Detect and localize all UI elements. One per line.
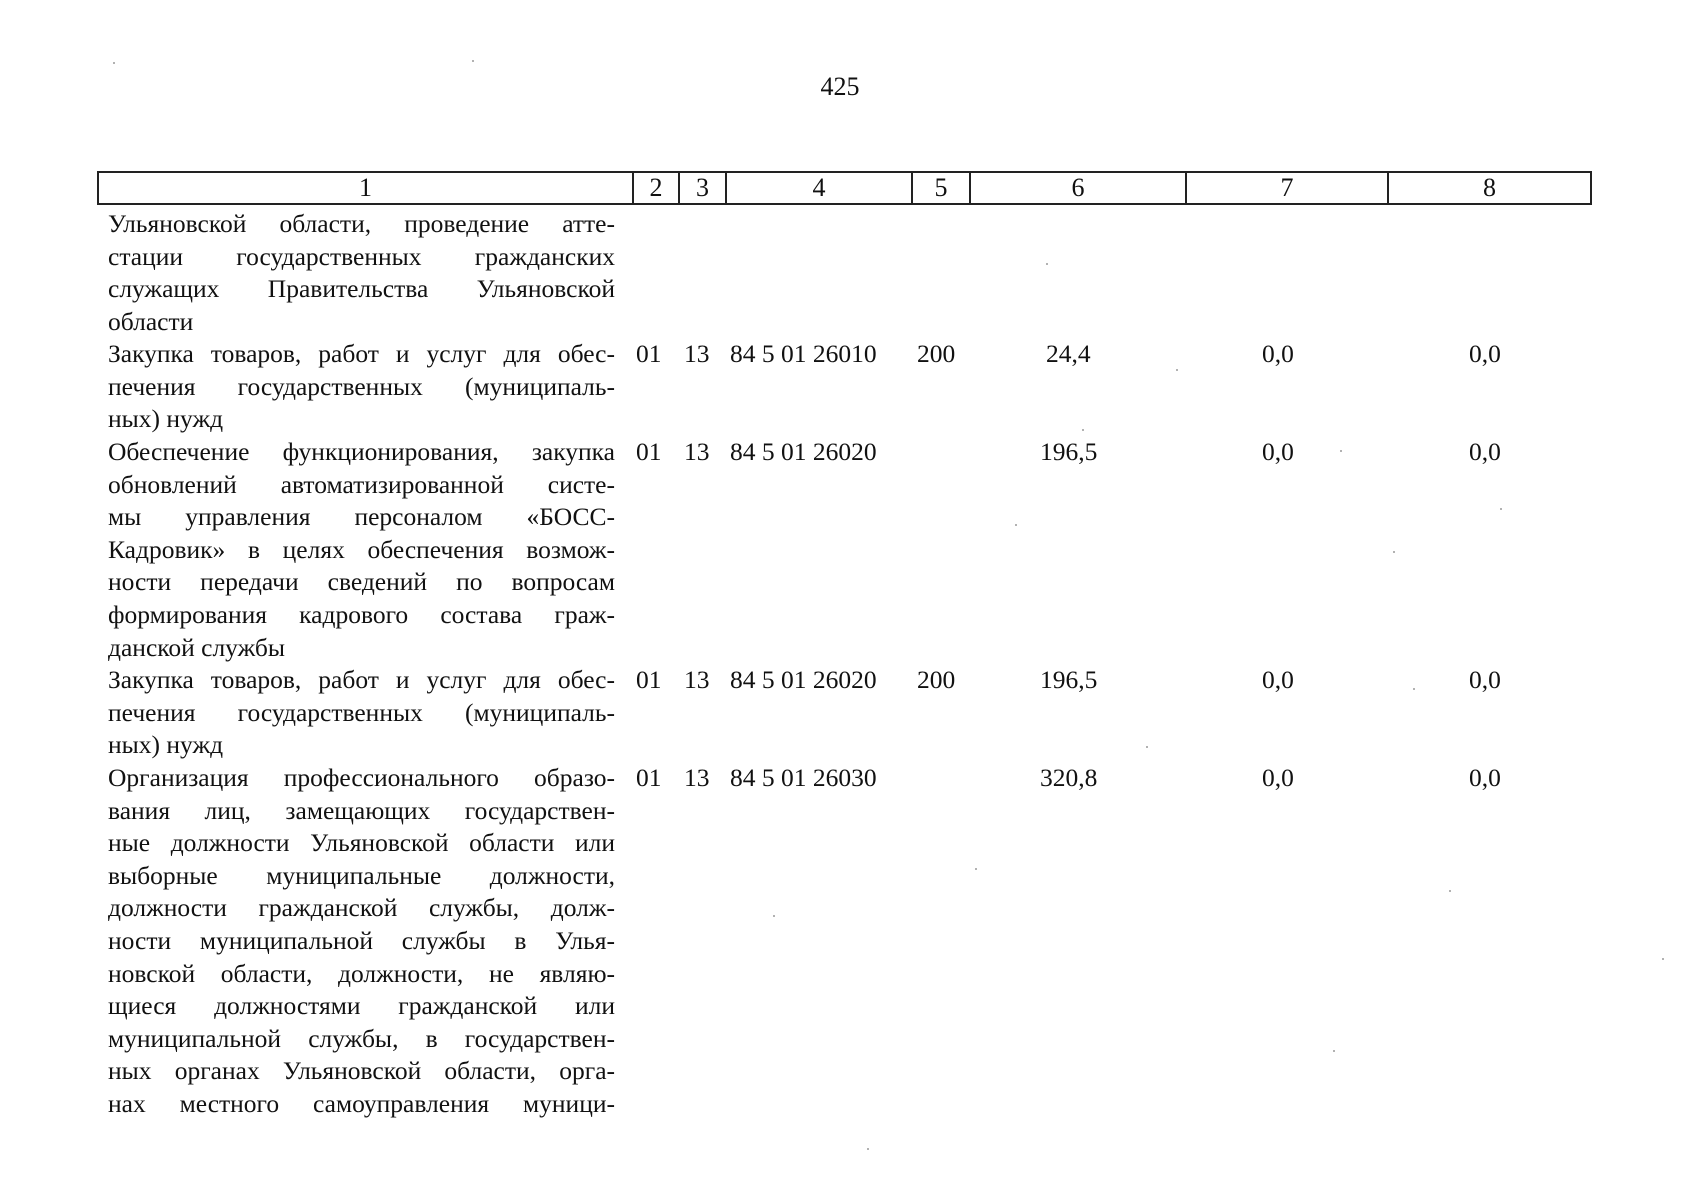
description-line: печения государственных (муниципаль- — [108, 371, 615, 401]
column-header-2: 2 — [633, 172, 679, 204]
column-header-7: 7 — [1186, 172, 1388, 204]
column-header-6: 6 — [970, 172, 1186, 204]
amount-col-7: 0,0 — [1262, 339, 1294, 368]
amount-col-6: 196,5 — [1040, 665, 1098, 694]
description-line: служащих Правительства Ульяновской — [108, 274, 615, 304]
scan-speck — [1662, 958, 1664, 960]
expense-type-code: 200 — [917, 665, 956, 694]
description-line: Организация профессионального образо- — [108, 763, 615, 792]
row-description — [108, 338, 615, 436]
description-line: Обеспечение функционирования, закупка — [108, 437, 615, 466]
scan-speck — [472, 60, 474, 62]
description-line: обновлений автоматизированной систе- — [108, 469, 615, 499]
description-line: Закупка товаров, работ и услуг для обес- — [108, 339, 615, 368]
scan-speck — [1015, 524, 1017, 526]
description-line: нах местного самоуправления муници- — [108, 1088, 615, 1118]
scan-speck — [867, 1148, 869, 1150]
description-line: ных) нужд — [108, 404, 224, 434]
scan-speck — [113, 62, 115, 64]
description-line: Кадровик» в целях обеспечения возмож- — [108, 534, 615, 564]
description-line: Закупка товаров, работ и услуг для обес- — [108, 665, 615, 694]
scan-speck — [1082, 429, 1084, 431]
amount-col-6: 320,8 — [1040, 763, 1098, 792]
page-number: 425 — [820, 72, 860, 101]
subsection-code: 13 — [684, 339, 710, 368]
subsection-code: 13 — [684, 763, 710, 792]
target-article-code: 84 5 01 26020 — [730, 665, 877, 694]
row-description — [108, 436, 615, 664]
scan-speck — [1413, 688, 1415, 690]
column-header-1: 1 — [98, 172, 633, 204]
target-article-code: 84 5 01 26030 — [730, 763, 877, 792]
description-line: муниципальной службы, в государствен- — [108, 1023, 615, 1053]
row-description — [108, 208, 615, 338]
column-header-4: 4 — [726, 172, 912, 204]
amount-col-7: 0,0 — [1262, 665, 1294, 694]
description-line: ности передачи сведений по вопросам — [108, 567, 615, 597]
description-line: вания лиц, замещающих государствен- — [108, 795, 615, 825]
description-line: должности гражданской службы, долж- — [108, 893, 615, 923]
row-description — [108, 762, 615, 1121]
description-line: формирования кадрового состава граж- — [108, 599, 615, 629]
amount-col-6: 196,5 — [1040, 437, 1098, 466]
section-code: 01 — [636, 437, 662, 466]
section-code: 01 — [636, 763, 662, 792]
column-header-5: 5 — [912, 172, 970, 204]
subsection-code: 13 — [684, 665, 710, 694]
scan-speck — [1340, 450, 1342, 452]
amount-col-6: 24,4 — [1046, 339, 1091, 368]
scan-speck — [1393, 551, 1395, 553]
description-line: новской области, должности, не являю- — [108, 958, 615, 988]
column-header-3: 3 — [679, 172, 726, 204]
scan-speck — [975, 868, 977, 870]
row-description — [108, 664, 615, 762]
amount-col-7: 0,0 — [1262, 763, 1294, 792]
description-line: печения государственных (муниципаль- — [108, 697, 615, 727]
scan-speck — [1333, 1050, 1335, 1052]
amount-col-8: 0,0 — [1469, 665, 1501, 694]
section-code: 01 — [636, 665, 662, 694]
column-header-8: 8 — [1388, 172, 1591, 204]
description-line: ные должности Ульяновской области или — [108, 828, 615, 858]
target-article-code: 84 5 01 26010 — [730, 339, 877, 368]
amount-col-8: 0,0 — [1469, 437, 1501, 466]
scan-speck — [1046, 263, 1048, 265]
expense-type-code: 200 — [917, 339, 956, 368]
section-code: 01 — [636, 339, 662, 368]
description-line: мы управления персоналом «БОСС- — [108, 502, 615, 532]
scan-speck — [1449, 890, 1451, 892]
target-article-code: 84 5 01 26020 — [730, 437, 877, 466]
column-header-row — [97, 171, 1592, 205]
amount-col-8: 0,0 — [1469, 763, 1501, 792]
scan-speck — [1146, 746, 1148, 748]
description-line: области — [108, 306, 194, 336]
subsection-code: 13 — [684, 437, 710, 466]
description-line: ных органах Ульяновской области, орга- — [108, 1056, 615, 1086]
amount-col-7: 0,0 — [1262, 437, 1294, 466]
scan-speck — [1500, 508, 1502, 510]
scan-speck — [1176, 369, 1178, 371]
amount-col-8: 0,0 — [1469, 339, 1501, 368]
description-line: ности муниципальной службы в Улья- — [108, 925, 615, 955]
scan-speck — [773, 915, 775, 917]
description-line: данской службы — [108, 632, 285, 662]
description-line: щиеся должностями гражданской или — [108, 991, 615, 1021]
description-line: Ульяновской области, проведение атте- — [108, 209, 615, 238]
description-line: стации государственных гражданских — [108, 241, 615, 271]
description-line: ных) нужд — [108, 730, 224, 760]
description-line: выборные муниципальные должности, — [108, 860, 615, 890]
